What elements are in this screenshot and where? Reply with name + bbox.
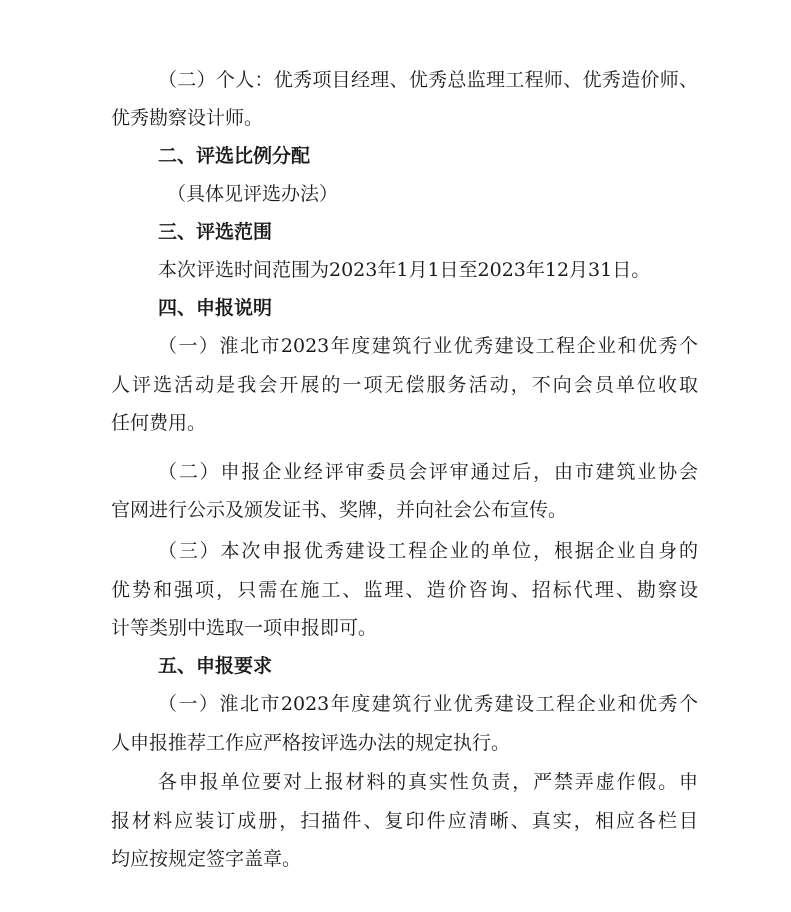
section-heading-ratio: 二、评选比例分配: [158, 145, 311, 167]
section-heading-instructions: 四、申报说明: [158, 297, 273, 319]
requirement-2-line-2: 报材料应装订成册，扫描件、复印件应清晰、真实，相应各栏目: [111, 810, 698, 832]
instruction-3-line-2: 优势和强项，只需在施工、监理、造价咨询、招标代理、勘察设: [111, 579, 698, 601]
instruction-2-line-1: （二）申报企业经评审委员会评审通过后，由市建筑业协会: [158, 461, 698, 483]
personal-awards-line-1: （二）个人：优秀项目经理、优秀总监理工程师、优秀造价师、: [158, 69, 698, 91]
instruction-3-line-1: （三）本次申报优秀建设工程企业的单位，根据企业自身的: [158, 540, 698, 562]
instruction-1-line-3: 任何费用。: [111, 412, 207, 434]
ratio-note: （具体见评选办法）: [167, 183, 339, 205]
requirement-1-line-1: （一）淮北市2023年度建筑行业优秀建设工程企业和优秀个: [158, 693, 698, 715]
instruction-3-line-3: 计等类别中选取一项申报即可。: [111, 617, 378, 639]
section-heading-requirements: 五、申报要求: [158, 655, 273, 677]
scope-text: 本次评选时间范围为2023年1月1日至2023年12月31日。: [158, 259, 651, 281]
instruction-1-line-1: （一）淮北市2023年度建筑行业优秀建设工程企业和优秀个: [158, 335, 698, 357]
requirement-2-line-3: 均应按规定签字盖章。: [111, 848, 302, 870]
requirement-2-line-1: 各申报单位要对上报材料的真实性负责，严禁弄虚作假。申: [158, 771, 698, 793]
section-heading-scope: 三、评选范围: [158, 221, 273, 243]
personal-awards-line-2: 优秀勘察设计师。: [111, 107, 264, 129]
requirement-1-line-2: 人申报推荐工作应严格按评选办法的规定执行。: [111, 732, 511, 754]
instruction-1-line-2: 人评选活动是我会开展的一项无偿服务活动，不向会员单位收取: [111, 374, 698, 396]
instruction-2-line-2: 官网进行公示及颁发证书、奖牌，并向社会公布宣传。: [111, 499, 568, 521]
